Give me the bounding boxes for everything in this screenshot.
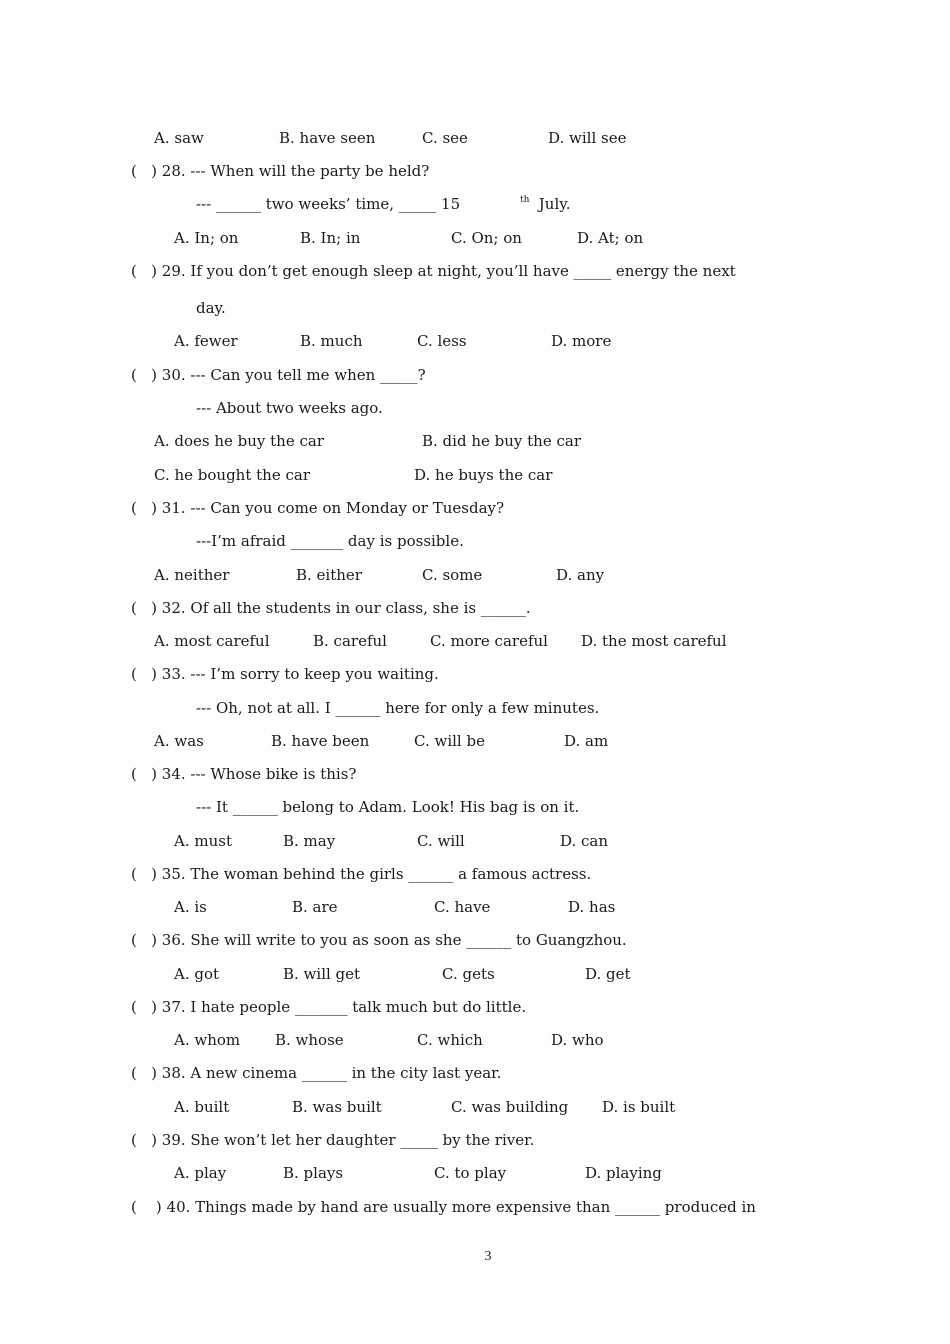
page-number: 3 <box>484 1249 492 1264</box>
option-text: A. does he buy the car <box>154 432 325 450</box>
question-text: --- It ______ belong to Adam. Look! His bag is on it. <box>196 798 580 816</box>
question-text: ( ) 30. --- Can you tell me when _____? <box>131 366 426 384</box>
question-text: ---I’m afraid _______ day is possible. <box>196 532 464 550</box>
question-text: ( ) 39. She won’t let her daughter _____ by the river. <box>131 1131 535 1149</box>
option-text: --- ______ two weeks’ time, _____ 15 <box>196 195 461 213</box>
option-text: B. careful <box>313 632 387 650</box>
question-text: ( ) 36. She will write to you as soon as she ______ to Guangzhou. <box>131 931 627 949</box>
question-text: ( ) 31. --- Can you come on Monday or Tuesday? <box>131 499 505 517</box>
option-text: C. will be <box>414 732 485 750</box>
option-text: A. saw <box>154 129 204 147</box>
question-text: ( ) 32. Of all the students in our class, she is ______. <box>131 599 531 617</box>
question-text: --- Oh, not at all. I ______ here for only a few minutes. <box>196 699 600 717</box>
option-text: D. any <box>556 566 605 584</box>
option-text: D. playing <box>585 1164 662 1182</box>
question-text: ( ) 38. A new cinema ______ in the city last year. <box>131 1064 502 1082</box>
option-text: A. was <box>154 732 204 750</box>
option-text: B. much <box>300 332 363 350</box>
option-text: D. the most careful <box>581 632 727 650</box>
option-text: B. did he buy the car <box>422 432 581 450</box>
option-text: C. some <box>422 566 483 584</box>
option-text: C. gets <box>442 965 495 983</box>
question-text: ( ) 33. --- I’m sorry to keep you waiting. <box>131 665 439 683</box>
option-text: C. will <box>417 832 465 850</box>
option-text: A. play <box>174 1164 227 1182</box>
option-text: C. more careful <box>430 632 548 650</box>
option-text: C. which <box>417 1031 483 1049</box>
option-text: D. can <box>560 832 609 850</box>
option-text: D. At; on <box>577 229 644 247</box>
option-text: B. whose <box>275 1031 344 1049</box>
option-text: D. has <box>568 898 616 916</box>
option-text: A. whom <box>174 1031 241 1049</box>
option-text: B. In; in <box>300 229 361 247</box>
option-text: A. fewer <box>174 332 238 350</box>
option-text: B. may <box>283 832 336 850</box>
option-text: D. will see <box>548 129 627 147</box>
option-text: C. he bought the car <box>154 466 310 484</box>
option-text: C. On; on <box>451 229 522 247</box>
question-text: ( ) 40. Things made by hand are usually more expensive than ______ produced in <box>131 1198 756 1216</box>
option-text: C. less <box>417 332 467 350</box>
option-text: A. is <box>174 898 207 916</box>
option-text: C. was building <box>451 1098 569 1116</box>
question-text: ( ) 35. The woman behind the girls ______ a famous actress. <box>131 865 592 883</box>
option-text: A. most careful <box>154 632 270 650</box>
option-text: B. have been <box>271 732 370 750</box>
question-text: --- About two weeks ago. <box>196 399 383 417</box>
option-text: D. who <box>551 1031 604 1049</box>
option-text: B. either <box>296 566 362 584</box>
option-text: A. In; on <box>174 229 239 247</box>
question-text: ( ) 37. I hate people _______ talk much but do little. <box>131 998 527 1016</box>
option-text: B. have seen <box>279 129 376 147</box>
option-text: C. see <box>422 129 468 147</box>
superscript: th <box>520 195 530 205</box>
option-text: B. will get <box>283 965 361 983</box>
option-text: D. more <box>551 332 612 350</box>
option-text: A. neither <box>154 566 230 584</box>
option-text: D. he buys the car <box>414 466 553 484</box>
option-text: B. plays <box>283 1164 344 1182</box>
question-text: ( ) 34. --- Whose bike is this? <box>131 765 357 783</box>
option-text: B. was built <box>292 1098 382 1116</box>
question-text: ( ) 29. If you don’t get enough sleep at night, you’ll have _____ energy the next <box>131 262 736 280</box>
option-text: D. is built <box>602 1098 676 1116</box>
question-text: ( ) 28. --- When will the party be held? <box>131 162 430 180</box>
option-text: B. are <box>292 898 338 916</box>
option-text: A. must <box>174 832 232 850</box>
option-text: A. built <box>174 1098 230 1116</box>
option-text: C. to play <box>434 1164 507 1182</box>
option-text: C. have <box>434 898 491 916</box>
option-text: A. got <box>174 965 220 983</box>
option-text: D. am <box>564 732 609 750</box>
option-text: July. <box>534 195 571 213</box>
question-text: day. <box>196 299 226 317</box>
option-text: D. get <box>585 965 631 983</box>
